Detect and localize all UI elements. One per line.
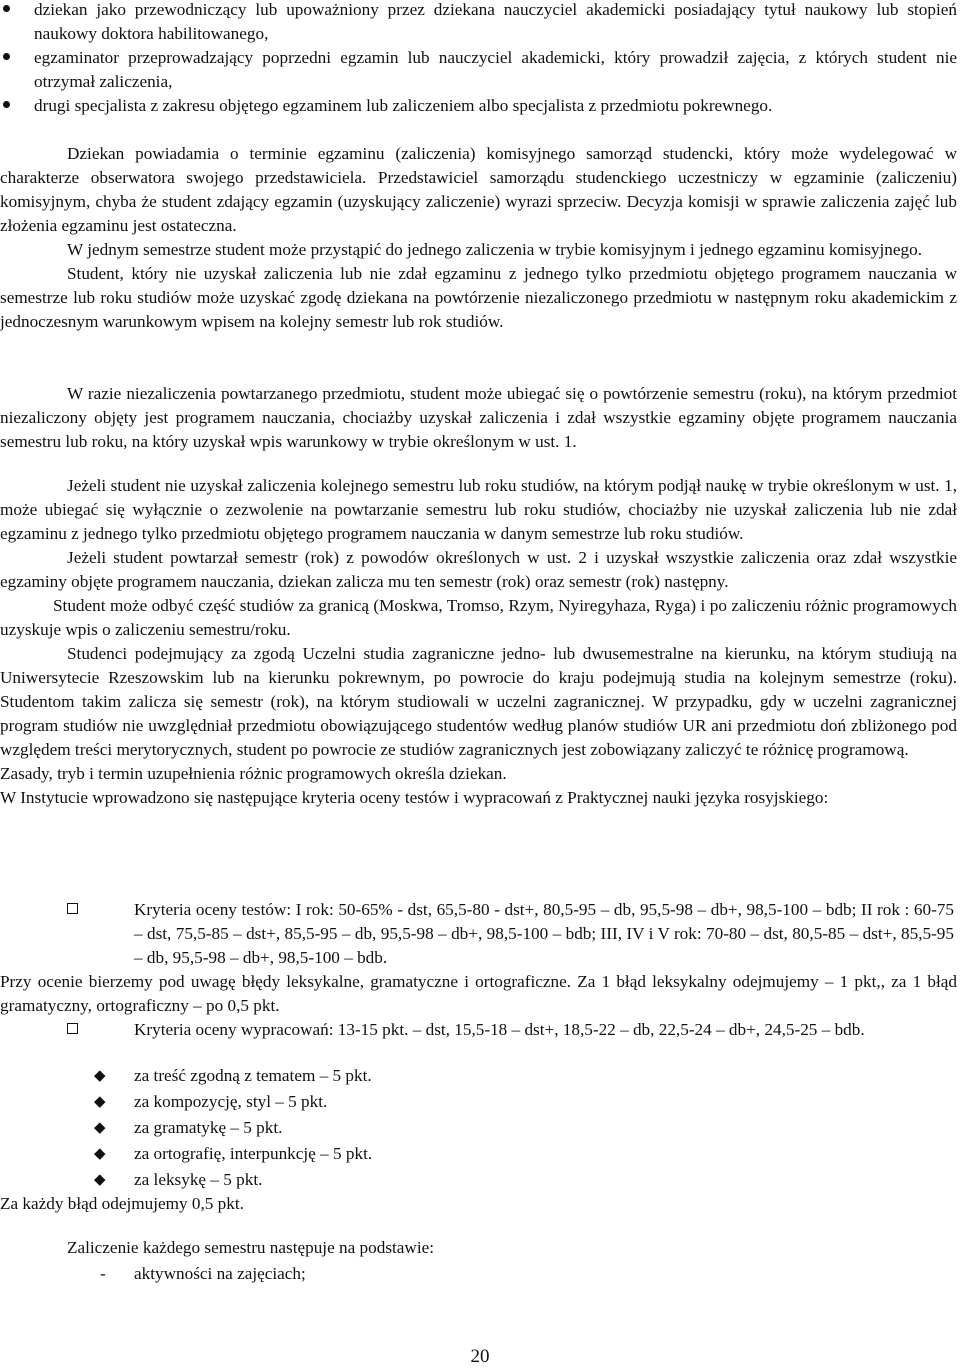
paragraph: W razie niezaliczenia powtarzanego przedmiotu, student może ubiegać się o powtórzenie semestru (roku), na którym przedmiot niezaliczony objęty jest programem nauczania, chociażby uzyskał zaliczenia i zdał wszystkie egzaminy objęte programem nauczania semestru lub roku, na który uzyskał wpis warunkowy w trybie określonym w ust. 1. [0,384,957,451]
body-paragraphs [0,142,957,334]
paragraph: Student może odbyć część studiów za granicą (Moskwa, Tromso, Rzym, Nyiregyhaza, Ryga) i po zaliczeniu różnic programowych uzyskuje wpis o zaliczeniu semestru/roku. [0,596,957,639]
list-item [0,1116,957,1140]
list-item-text: egzaminator przeprowadzający poprzedni egzamin lub nauczyciel akademicki, który prowadził zajęcia, z których student nie otrzymał zaliczenia, [34,48,957,91]
list-item-text: dziekan jako przewodniczący lub upoważniony przez dziekana nauczyciel akademicki posiadający tytuł naukowy lub stopień naukowy doktora habilitowanego, [34,0,957,43]
list-item-text: za leksykę – 5 pkt. [134,1170,263,1189]
list-item-text: aktywności na zajęciach; [134,1264,306,1283]
dash-list-item [0,1262,957,1286]
page-number: 20 [470,1346,490,1367]
criteria-list [0,898,957,1042]
semester-credit-section [0,1236,957,1286]
paragraph: W Instytucie wprowadzono się następujące kryteria oceny testów i wypracowań z Praktycznej nauki języka rosyjskiego: [0,788,829,807]
diamond-icon: ◆ [94,1120,106,1136]
essay-points-list [0,1064,957,1216]
list-item [0,1142,957,1166]
bullet-icon [0,94,34,118]
body-paragraphs-2 [0,382,957,454]
list-item-text: za gramatykę – 5 pkt. [134,1118,283,1137]
dash-marker: - [100,1264,106,1283]
list-item [0,1168,957,1192]
paragraph: Przy ocenie bierzemy pod uwagę błędy leksykalne, gramatyczne i ortograficzne. Za 1 błąd leksykalny odejmujemy – 1 pkt,, za 1 błąd gramatyczny, ortograficzny – po 0,5 pkt. [0,972,957,1015]
bullet-icon [0,46,34,70]
list-item [0,0,957,46]
paragraph: Za każdy błąd odejmujemy 0,5 pkt. [0,1194,244,1213]
list-item [0,94,957,118]
diamond-icon: ◆ [94,1068,106,1084]
diamond-icon: ◆ [94,1146,106,1162]
paragraph: Student, który nie uzyskał zaliczenia lub nie zdał egzaminu z jednego tylko przedmiotu objętego programem nauczania w semestrze lub roku studiów może uzyskać zgodę dziekana na powtórzenie niezaliczonego przedmiotu w następnym roku akademickim z jednoczesnym warunkowym wpisem na kolejny semestr lub rok studiów. [0,264,957,331]
commission-members-list [0,0,957,118]
diamond-icon: ◆ [94,1094,106,1110]
paragraph: Zaliczenie każdego semestru następuje na podstawie: [67,1238,434,1257]
list-item-text: za kompozycję, styl – 5 pkt. [134,1092,328,1111]
paragraph: Jeżeli student nie uzyskał zaliczenia kolejnego semestru lub roku studiów, na którym podjął naukę w trybie określonym w ust. 1, może ubiegać się wyłącznie o zezwolenie na powtarzanie semestru lub roku studiów, chociażby nie uzyskał zaliczenia lub nie zdał egzaminu z jednego tylko przedmiotu objętego programem nauczania w danym semestrze lub roku studiów. [0,476,957,543]
paragraph: Jeżeli student powtarzał semestr (rok) z powodów określonych w ust. 2 i uzyskał wszystkie zaliczenia oraz zdał wszystkie egzaminy objęte programem nauczania, dziekan zalicza mu ten semestr (rok) oraz semestr (rok) następny. [0,548,957,591]
bullet-icon [0,0,34,22]
list-item [0,46,957,94]
paragraph: Studenci podejmujący za zgodą Uczelni studia zagraniczne jedno- lub dwusemestralne na kierunku, na którym studiują na Uniwersytecie Rzeszowskim lub na kierunku pokrewnym, po powrocie do kraju podejmują studia na kolejnym semestrze (roku). Studentom takim zalicza się semestr (rok), na którym studiowali w uczelni zagranicznej. W przypadku, gdy w uczelni zagranicznej program studiów nie uwzględniał przedmiotu obowiązującego studentów według planów studiów UR ani przedmiotu doń zbliżonego pod względem treści merytorycznych, student po powrocie ze studiów zagranicznych jest zobowiązany zaliczyć te różnicę programową. [0,644,957,759]
list-item-text: za treść zgodną z tematem – 5 pkt. [134,1066,372,1085]
list-item-text: za ortografię, interpunkcję – 5 pkt. [134,1144,373,1163]
paragraph: Zasady, tryb i termin uzupełnienia różnic programowych określa dziekan. [0,764,507,783]
checkbox-square-icon [67,1018,78,1042]
criteria-text: Kryteria oceny wypracowań: 13-15 pkt. – dst, 15,5-18 – dst+, 18,5-22 – db, 22,5-24 – db+, 24,5-25 – bdb. [134,1020,865,1039]
list-item [0,1064,957,1088]
criteria-item-essays [0,1018,957,1042]
criteria-item-tests [0,898,957,970]
paragraph: Dziekan powiadamia o terminie egzaminu (zaliczenia) komisyjnego samorząd studencki, który może wydelegować w charakterze obserwatora swojego przedstawiciela. Przedstawiciel samorządu studenckiego uczestniczy w egzaminie (zaliczeniu) komisyjnym, chyba że student zdający egzamin (uzyskujący zaliczenie) wyrazi sprzeciw. Decyzja komisji w sprawie zaliczenia zajęć lub złożenia egzaminu jest ostateczna. [0,144,957,235]
diamond-icon: ◆ [94,1172,106,1188]
list-item-text: drugi specjalista z zakresu objętego egzaminem lub zaliczeniem albo specjalista z przedmiotu pokrewnego. [34,96,773,115]
body-paragraphs-3 [0,474,957,810]
criteria-text: Kryteria oceny testów: I rok: 50-65% - dst, 65,5-80 - dst+, 80,5-95 – db, 95,5-98 – db+, 98,5-100 – bdb; II rok : 60-75 – dst, 75,5-85 – dst+, 85,5-95 – db, 95,5-98 – db+, 98,5-100 – bdb; III, IV i V rok: 70-80 – dst, 80,5-85 – dst+, 85,5-95 – db, 95,5-98 – db+, 98,5-100 – bdb. [134,900,954,967]
paragraph: W jednym semestrze student może przystąpić do jednego zaliczenia w trybie komisyjnym i jednego egzaminu komisyjnego. [67,240,923,259]
list-item [0,1090,957,1114]
checkbox-square-icon [67,898,78,922]
